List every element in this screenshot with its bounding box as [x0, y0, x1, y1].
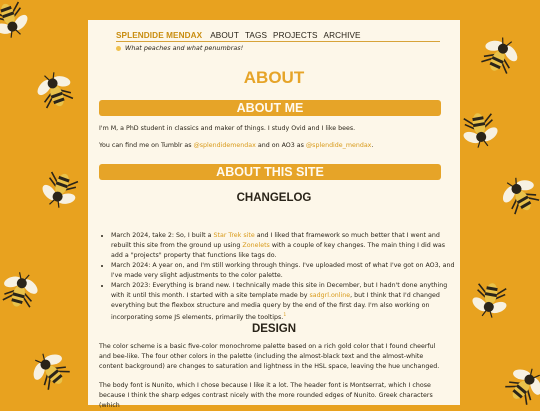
about-me-links-suffix: . — [371, 142, 374, 149]
page-title: ABOUT — [243, 68, 305, 87]
about-me-links-mid: and on AO3 as — [255, 142, 306, 149]
nav-about-link[interactable]: ABOUT — [210, 31, 239, 40]
about-me-links-prefix: You can find me on Tumblr as — [99, 142, 194, 149]
about-me-heading: ABOUT ME — [99, 100, 441, 116]
about-site-heading: ABOUT THIS SITE — [99, 164, 441, 180]
content-page — [88, 20, 460, 409]
nav-projects-link[interactable]: PROJECTS — [273, 31, 318, 40]
changelog-heading: CHANGELOG — [236, 192, 312, 204]
nav-archive-link[interactable]: ARCHIVE — [323, 31, 361, 40]
about-me-intro: I'm M, a PhD student in classics and maker of things. I study Ovid and I like bees. — [99, 125, 356, 132]
design-heading: DESIGN — [251, 323, 297, 335]
list-item — [111, 281, 455, 323]
entry-text: with a couple of key changes. The main thing I did was add a "projects" property that functions like tags do. — [111, 242, 446, 259]
list-item — [111, 231, 455, 261]
star-trek-site-link[interactable]: Star Trek site — [213, 232, 255, 239]
nav-tags-link[interactable]: TAGS — [244, 31, 268, 40]
entry-text: March 2024, take 2: So, I built a — [111, 232, 214, 239]
entry-text: , but I think that I'd changed everything but the flexbox structure and media query by the end of the first day. I'm also working on incorporating some JS elements, primarily the tooltips. — [111, 292, 440, 322]
site-brand-link[interactable]: SPLENDIDE MENDAX — [116, 31, 203, 40]
tumblr-link[interactable]: @splendidemendax — [193, 142, 256, 149]
changelog-list — [99, 231, 455, 323]
list-item — [111, 261, 455, 281]
entry-text: and I liked that framework so much better that I went and rebuilt this site from the ground up using — [111, 232, 440, 249]
bullet-dot-icon — [116, 46, 121, 51]
entry-text: March 2024: A year on, and I'm still working through things. I've uploaded most of what I've got on AO3, and I've made very slight adjustments to the color palette. — [111, 262, 455, 279]
design-paragraph-1: The color scheme is a basic five-color monochrome palette based on a rich gold color that I found cheerful and bee-like. The four other colors in the palette (including the almost-black text and the almost-white content background) are changes to saturation and lightness in the HSL space, leaving the hue unchanged. — [99, 343, 440, 370]
sadgrl-link[interactable]: sadgrl.online — [309, 292, 351, 299]
about-me-links — [99, 141, 443, 151]
tagline-text: What peaches and what penumbras! — [125, 44, 244, 52]
tagline — [116, 44, 243, 52]
zonelets-link[interactable]: Zonelets — [242, 242, 270, 249]
top-nav — [88, 20, 460, 40]
ao3-link[interactable]: @splendide_mendax — [305, 142, 372, 149]
design-paragraph-2: The body font is Nunito, which I chose because I like it a lot. The header font is Montserrat, which I chose because I think the sharp edges contrast nicely with the more rounded edges of Nunito. Greek characters (which — [99, 382, 433, 409]
nav-divider — [116, 41, 440, 42]
entry-text: March 2023: Everything is brand new. I technically made this site in December, but I hadn't done anything with it until this month. I started with a site template made by — [111, 282, 448, 299]
footnote-marker[interactable]: 1 — [283, 313, 287, 318]
